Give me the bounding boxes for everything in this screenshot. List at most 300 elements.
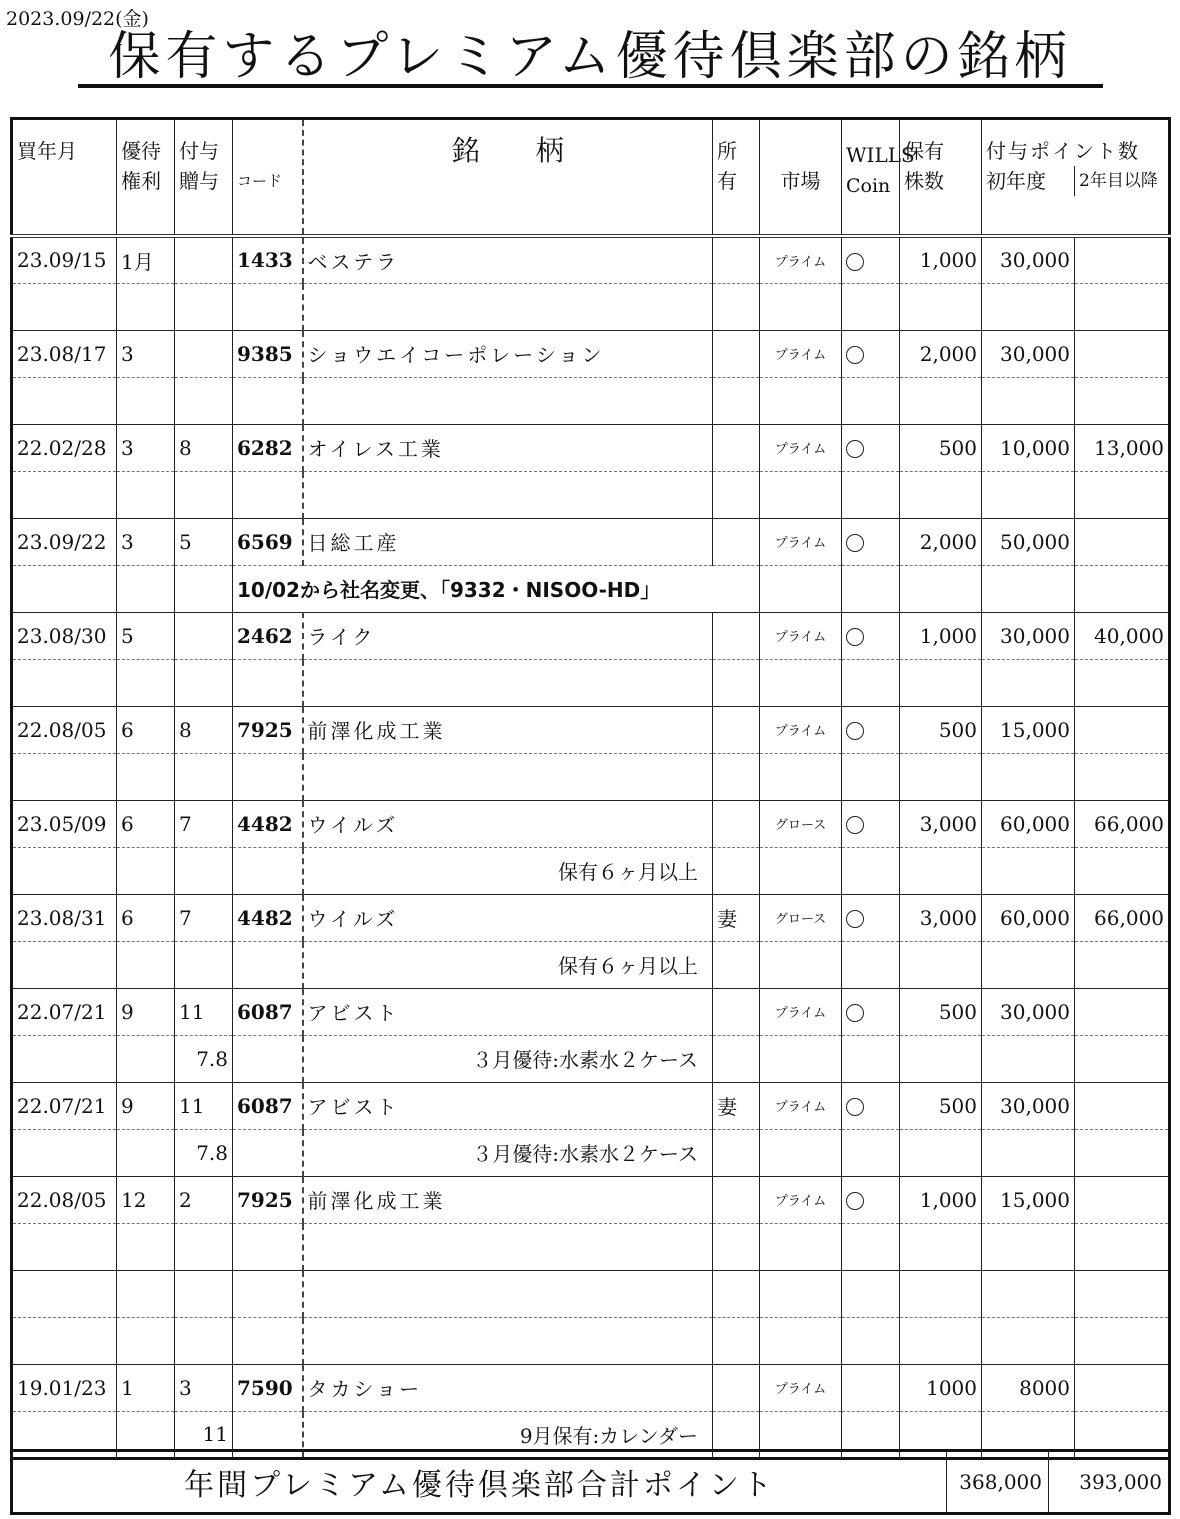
stock-code: 6569 [233, 518, 303, 565]
sub-gift: 7.8 [175, 1035, 233, 1082]
buy-date: 22.08/05 [12, 706, 117, 753]
market: プライム [760, 1176, 842, 1223]
wills-coin [842, 1364, 900, 1411]
sub-empty [842, 377, 900, 424]
wills-coin [842, 424, 900, 471]
sub-empty [713, 1035, 760, 1082]
sub-empty [900, 471, 982, 518]
stock-name: アビスト [303, 1082, 713, 1129]
points-later-years [1075, 706, 1170, 753]
sub-empty [982, 377, 1075, 424]
gift: 5 [175, 518, 233, 565]
table-row [12, 424, 1170, 471]
row-note: ３月優待:水素水２ケース [303, 1129, 713, 1176]
wills-coin [842, 800, 900, 847]
owner [713, 1176, 760, 1223]
benefit-right: 12 [117, 1176, 175, 1223]
circle-icon [846, 534, 864, 552]
sub-empty [233, 1317, 303, 1364]
circle-icon [846, 628, 864, 646]
points-later-years [1075, 1270, 1170, 1317]
owner [713, 1270, 760, 1317]
sub-empty [1075, 377, 1170, 424]
points-first-year: 15,000 [982, 1176, 1075, 1223]
sub-empty [842, 1129, 900, 1176]
sub-empty [1075, 1223, 1170, 1270]
buy-date: 23.09/15 [12, 236, 117, 283]
sub-empty [12, 659, 117, 706]
sub-empty [713, 659, 760, 706]
sub-gift [175, 847, 233, 894]
header-row [12, 119, 1170, 237]
market: プライム [760, 612, 842, 659]
header-shares: 保有 株数 [900, 119, 982, 237]
sub-empty [713, 941, 760, 988]
owner [713, 424, 760, 471]
sub-empty [117, 753, 175, 800]
sub-empty [1075, 659, 1170, 706]
page-title: 保有するプレミアム優待倶楽部の銘柄 [108, 27, 1072, 87]
benefit-right: 3 [117, 518, 175, 565]
sub-gift [175, 283, 233, 330]
sub-empty [1075, 1035, 1170, 1082]
circle-icon [846, 722, 864, 740]
sub-empty [1075, 941, 1170, 988]
sub-empty [233, 847, 303, 894]
sub-empty [1075, 565, 1170, 612]
buy-date: 23.09/22 [12, 518, 117, 565]
circle-icon [846, 346, 864, 364]
sub-empty [842, 1035, 900, 1082]
header-points-first: 初年度 [986, 169, 1046, 193]
buy-date: 23.08/31 [12, 894, 117, 941]
sub-empty [12, 565, 117, 612]
sub-empty [1075, 753, 1170, 800]
row-note: ３月優待:水素水２ケース [303, 1035, 713, 1082]
row-note [303, 1317, 713, 1364]
row-note [303, 471, 713, 518]
sub-empty [760, 753, 842, 800]
owner [713, 988, 760, 1035]
sub-empty [842, 471, 900, 518]
gift: 3 [175, 1364, 233, 1411]
row-note [303, 659, 713, 706]
market: プライム [760, 518, 842, 565]
owner [713, 518, 760, 565]
points-first-year: 8000 [982, 1364, 1075, 1411]
sub-gift [175, 941, 233, 988]
buy-date: 22.08/05 [12, 1176, 117, 1223]
sub-empty [12, 941, 117, 988]
sub-empty [982, 941, 1075, 988]
table-subrow [12, 283, 1170, 330]
shares: 500 [900, 706, 982, 753]
sub-empty [117, 1035, 175, 1082]
sub-empty [233, 471, 303, 518]
points-later-years: 66,000 [1075, 800, 1170, 847]
stock-name: ベステラ [303, 236, 713, 283]
circle-icon [846, 1192, 864, 1210]
gift [175, 236, 233, 283]
circle-icon [846, 910, 864, 928]
header-points-label: 付与ポイント数 [986, 139, 1140, 163]
sub-empty [982, 283, 1075, 330]
points-later-years [1075, 236, 1170, 283]
table-row [12, 1082, 1170, 1129]
shares [900, 1270, 982, 1317]
sub-empty [842, 565, 900, 612]
row-note: 10/02から社名変更、「9332・NISOO-HD」 [233, 565, 760, 612]
market: プライム [760, 330, 842, 377]
points-first-year: 60,000 [982, 894, 1075, 941]
table-subrow [12, 565, 1170, 612]
sub-empty [233, 941, 303, 988]
buy-date [12, 1270, 117, 1317]
stock-code: 7590 [233, 1364, 303, 1411]
sub-empty [117, 283, 175, 330]
benefit-right: 5 [117, 612, 175, 659]
points-later-years: 40,000 [1075, 612, 1170, 659]
shares: 3,000 [900, 894, 982, 941]
sub-empty [713, 471, 760, 518]
table-subrow [12, 1223, 1170, 1270]
circle-icon [846, 1004, 864, 1022]
market: プライム [760, 1082, 842, 1129]
gift: 8 [175, 424, 233, 471]
points-first-year: 15,000 [982, 706, 1075, 753]
sub-empty [1075, 847, 1170, 894]
points-first-year: 50,000 [982, 518, 1075, 565]
owner [713, 1364, 760, 1411]
points-later-years: 13,000 [1075, 424, 1170, 471]
sub-empty [982, 753, 1075, 800]
sub-empty [842, 1223, 900, 1270]
stock-code: 6282 [233, 424, 303, 471]
sub-empty [233, 377, 303, 424]
table-row [12, 800, 1170, 847]
sub-gift: 11 [175, 1411, 233, 1458]
sub-empty [12, 471, 117, 518]
table-subrow [12, 847, 1170, 894]
benefit-right: 1月 [117, 236, 175, 283]
gift [175, 1270, 233, 1317]
shares: 3,000 [900, 800, 982, 847]
sub-empty [1075, 471, 1170, 518]
circle-icon [846, 253, 864, 271]
points-first-year: 30,000 [982, 612, 1075, 659]
gift: 8 [175, 706, 233, 753]
sub-empty [842, 659, 900, 706]
table-row [12, 612, 1170, 659]
benefit-right [117, 1270, 175, 1317]
sub-empty [713, 1129, 760, 1176]
points-first-year: 30,000 [982, 330, 1075, 377]
gift: 11 [175, 988, 233, 1035]
sub-empty [12, 1317, 117, 1364]
owner: 妻 [713, 894, 760, 941]
market: プライム [760, 988, 842, 1035]
circle-icon [846, 440, 864, 458]
sub-gift [175, 1317, 233, 1364]
stock-code: 1433 [233, 236, 303, 283]
market: グロース [760, 894, 842, 941]
sub-empty [900, 1129, 982, 1176]
table-subrow [12, 1129, 1170, 1176]
sub-gift [175, 377, 233, 424]
sub-empty [982, 471, 1075, 518]
market: グロース [760, 800, 842, 847]
sub-empty [982, 1223, 1075, 1270]
owner [713, 330, 760, 377]
table-row [12, 518, 1170, 565]
stock-name: ウイルズ [303, 800, 713, 847]
sub-empty [760, 1129, 842, 1176]
sub-empty [982, 847, 1075, 894]
wills-coin [842, 894, 900, 941]
gift: 7 [175, 894, 233, 941]
stock-code [233, 1270, 303, 1317]
sub-empty [233, 659, 303, 706]
buy-date: 19.01/23 [12, 1364, 117, 1411]
header-owner: 所 有 [713, 119, 760, 237]
sub-gift [175, 565, 233, 612]
sub-empty [233, 283, 303, 330]
table-row [12, 894, 1170, 941]
sub-empty [842, 941, 900, 988]
row-note: 9月保有:カレンダー [303, 1411, 713, 1458]
sub-empty [900, 565, 982, 612]
sub-empty [900, 753, 982, 800]
header-points-later: 2年目以降 [1074, 166, 1158, 196]
sub-empty [12, 847, 117, 894]
buy-date: 22.02/28 [12, 424, 117, 471]
table-row [12, 1270, 1170, 1317]
sub-empty [982, 565, 1075, 612]
owner [713, 612, 760, 659]
sub-empty [713, 753, 760, 800]
wills-coin [842, 612, 900, 659]
sub-empty [842, 1317, 900, 1364]
sub-empty [900, 659, 982, 706]
header-brand: 銘 柄 [303, 119, 713, 237]
sub-empty [900, 1223, 982, 1270]
header-benefit-right: 優待 権利 [117, 119, 175, 237]
gift: 11 [175, 1082, 233, 1129]
wills-coin [842, 706, 900, 753]
stock-code: 2462 [233, 612, 303, 659]
holdings-rows [12, 236, 1170, 1458]
row-note [303, 1223, 713, 1270]
benefit-right: 1 [117, 1364, 175, 1411]
stock-code: 9385 [233, 330, 303, 377]
sub-empty [713, 377, 760, 424]
gift: 2 [175, 1176, 233, 1223]
total-row [12, 1451, 1170, 1514]
sub-empty [713, 1317, 760, 1364]
stock-code: 7925 [233, 1176, 303, 1223]
shares: 500 [900, 1082, 982, 1129]
wills-coin [842, 330, 900, 377]
table-subrow [12, 753, 1170, 800]
sub-empty [233, 753, 303, 800]
wills-coin [842, 518, 900, 565]
stock-name: オイレス工業 [303, 424, 713, 471]
stock-name: タカショー [303, 1364, 713, 1411]
table-subrow [12, 1317, 1170, 1364]
stock-code: 4482 [233, 800, 303, 847]
benefit-right: 6 [117, 894, 175, 941]
market: プライム [760, 706, 842, 753]
benefit-right: 9 [117, 988, 175, 1035]
total-table [10, 1449, 1171, 1515]
shares: 1,000 [900, 1176, 982, 1223]
points-first-year: 60,000 [982, 800, 1075, 847]
sub-empty [117, 847, 175, 894]
total-first-year: 368,000 [947, 1451, 1049, 1514]
stock-code: 6087 [233, 1082, 303, 1129]
gift [175, 330, 233, 377]
circle-icon [846, 1098, 864, 1116]
sub-empty [760, 1035, 842, 1082]
gift [175, 612, 233, 659]
market: プライム [760, 424, 842, 471]
sub-empty [1075, 1317, 1170, 1364]
title-underline [78, 84, 1103, 88]
row-note [303, 283, 713, 330]
sub-empty [1075, 283, 1170, 330]
header-buy-date: 買年月 [12, 119, 117, 237]
sub-gift [175, 1223, 233, 1270]
sub-empty [900, 1035, 982, 1082]
sub-empty [760, 565, 842, 612]
row-note [303, 753, 713, 800]
owner [713, 800, 760, 847]
sub-empty [713, 283, 760, 330]
sub-empty [842, 283, 900, 330]
points-first-year: 30,000 [982, 236, 1075, 283]
sub-empty [12, 283, 117, 330]
points-first-year: 30,000 [982, 988, 1075, 1035]
points-later-years: 66,000 [1075, 894, 1170, 941]
sub-empty [982, 1317, 1075, 1364]
sub-empty [900, 1317, 982, 1364]
points-later-years [1075, 1082, 1170, 1129]
sub-empty [713, 1223, 760, 1270]
sub-empty [12, 1223, 117, 1270]
sub-gift [175, 659, 233, 706]
shares: 1,000 [900, 612, 982, 659]
document-date: 2023.09/22(金) [6, 8, 149, 30]
benefit-right: 9 [117, 1082, 175, 1129]
buy-date: 22.07/21 [12, 1082, 117, 1129]
sub-empty [760, 283, 842, 330]
benefit-right: 6 [117, 706, 175, 753]
sub-empty [900, 941, 982, 988]
shares: 2,000 [900, 330, 982, 377]
stock-name [303, 1270, 713, 1317]
sub-empty [982, 1035, 1075, 1082]
sub-gift: 7.8 [175, 1129, 233, 1176]
sub-gift [175, 471, 233, 518]
table-subrow [12, 659, 1170, 706]
owner [713, 236, 760, 283]
stock-name: 前澤化成工業 [303, 1176, 713, 1223]
sub-empty [117, 941, 175, 988]
sub-empty [982, 1129, 1075, 1176]
sub-empty [760, 471, 842, 518]
points-later-years [1075, 1364, 1170, 1411]
buy-date: 22.07/21 [12, 988, 117, 1035]
table-subrow [12, 1035, 1170, 1082]
owner [713, 706, 760, 753]
sub-empty [760, 377, 842, 424]
sub-gift [175, 753, 233, 800]
benefit-right: 3 [117, 424, 175, 471]
sub-empty [12, 1129, 117, 1176]
gift: 7 [175, 800, 233, 847]
sub-empty [12, 1035, 117, 1082]
table-subrow [12, 471, 1170, 518]
shares: 1000 [900, 1364, 982, 1411]
table-subrow [12, 941, 1170, 988]
circle-icon [846, 816, 864, 834]
sub-empty [760, 941, 842, 988]
benefit-right: 3 [117, 330, 175, 377]
market: プライム [760, 236, 842, 283]
sub-empty [760, 1317, 842, 1364]
header-gift: 付与 贈与 [175, 119, 233, 237]
stock-name: アビスト [303, 988, 713, 1035]
buy-date: 23.08/17 [12, 330, 117, 377]
wills-coin [842, 1270, 900, 1317]
points-first-year: 10,000 [982, 424, 1075, 471]
sub-empty [12, 753, 117, 800]
row-note [303, 377, 713, 424]
wills-coin [842, 988, 900, 1035]
market [760, 1270, 842, 1317]
sub-empty [982, 659, 1075, 706]
stock-name: 日総工産 [303, 518, 713, 565]
sub-empty [117, 1223, 175, 1270]
stock-name: 前澤化成工業 [303, 706, 713, 753]
sub-empty [117, 565, 175, 612]
sub-empty [233, 1035, 303, 1082]
total-label: 年間プレミアム優待倶楽部合計ポイント [184, 1468, 775, 1503]
sub-empty [117, 471, 175, 518]
table-row [12, 236, 1170, 283]
benefit-right: 6 [117, 800, 175, 847]
row-note: 保有６ヶ月以上 [303, 941, 713, 988]
points-later-years [1075, 1176, 1170, 1223]
sub-empty [900, 377, 982, 424]
table-row [12, 330, 1170, 377]
points-first-year [982, 1270, 1075, 1317]
sub-empty [1075, 1129, 1170, 1176]
wills-coin [842, 236, 900, 283]
sub-empty [760, 847, 842, 894]
shares: 2,000 [900, 518, 982, 565]
sub-empty [233, 1129, 303, 1176]
stock-code: 6087 [233, 988, 303, 1035]
sub-empty [117, 659, 175, 706]
table-subrow [12, 377, 1170, 424]
stock-code: 4482 [233, 894, 303, 941]
sub-empty [117, 377, 175, 424]
header-wills-coin: WILLS Coin [842, 119, 900, 237]
header-market: 市場 [760, 119, 842, 237]
holdings-table [10, 117, 1171, 1460]
points-first-year: 30,000 [982, 1082, 1075, 1129]
